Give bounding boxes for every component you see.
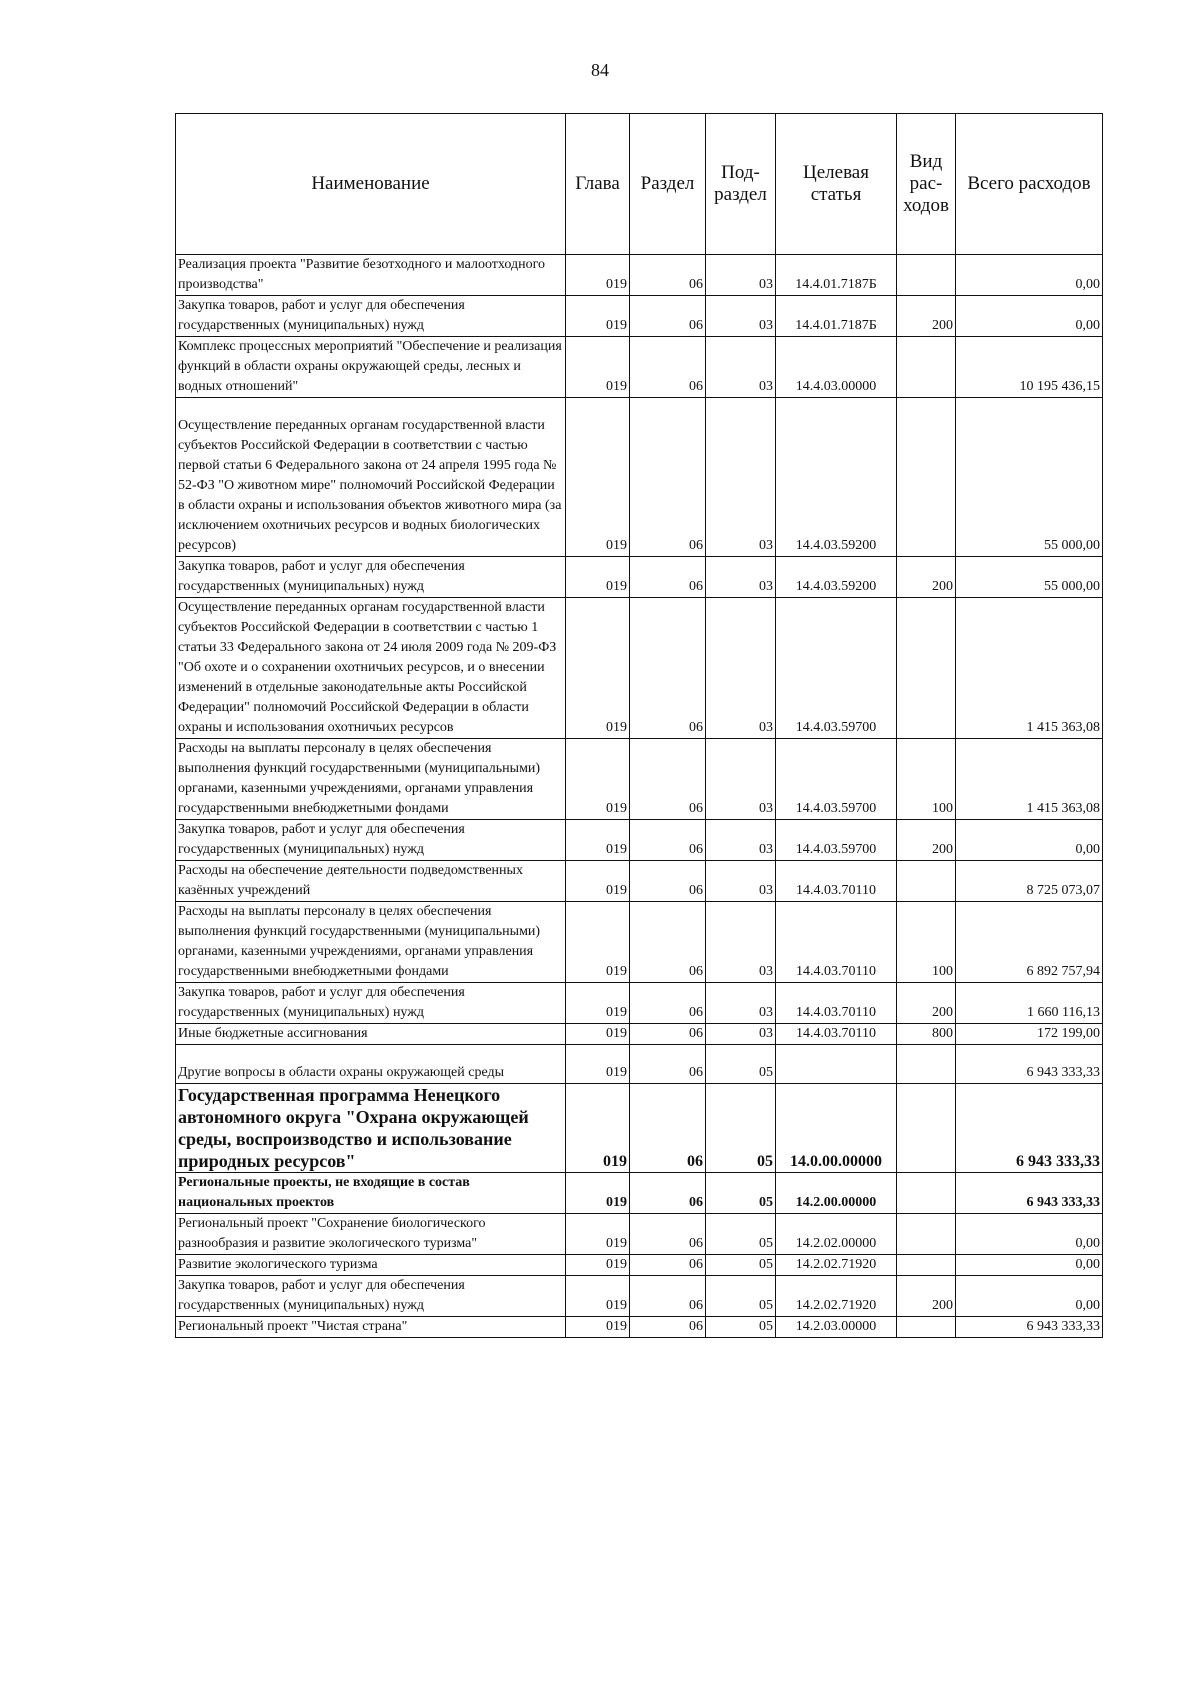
header-vid: Вид рас-ходов — [897, 114, 956, 255]
row-name: Развитие экологического туризма — [176, 1255, 566, 1276]
row-vid: 100 — [897, 902, 956, 983]
row-statya: 14.2.02.00000 — [776, 1214, 897, 1255]
row-razdel: 06 — [630, 820, 706, 861]
row-statya: 14.4.03.59700 — [776, 820, 897, 861]
row-name: Закупка товаров, работ и услуг для обеспечения государственных (муниципальных) нужд — [176, 820, 566, 861]
row-razdel: 06 — [630, 1317, 706, 1338]
row-razdel: 06 — [630, 983, 706, 1024]
row-total: 6 943 333,33 — [956, 1084, 1103, 1173]
row-total: 0,00 — [956, 1276, 1103, 1317]
row-statya: 14.4.01.7187Б — [776, 255, 897, 296]
row-name: Другие вопросы в области охраны окружающей среды — [176, 1045, 566, 1084]
row-podrazdel: 03 — [706, 902, 776, 983]
row-glava: 019 — [566, 1276, 630, 1317]
row-glava: 019 — [566, 1045, 630, 1084]
table-row — [176, 337, 1103, 398]
table-row — [176, 739, 1103, 820]
row-name: Расходы на обеспечение деятельности подведомственных казённых учреждений — [176, 861, 566, 902]
table-row — [176, 1317, 1103, 1338]
row-podrazdel: 03 — [706, 861, 776, 902]
row-statya: 14.2.02.71920 — [776, 1255, 897, 1276]
row-podrazdel: 05 — [706, 1045, 776, 1084]
row-podrazdel: 03 — [706, 557, 776, 598]
row-vid — [897, 337, 956, 398]
row-vid: 200 — [897, 296, 956, 337]
header-name: Наименование — [176, 114, 566, 255]
table-row — [176, 1045, 1103, 1084]
row-statya: 14.4.01.7187Б — [776, 296, 897, 337]
row-total: 10 195 436,15 — [956, 337, 1103, 398]
row-razdel: 06 — [630, 861, 706, 902]
row-statya: 14.0.00.00000 — [776, 1084, 897, 1173]
row-razdel: 06 — [630, 598, 706, 739]
budget-table — [175, 113, 1103, 1338]
row-vid: 200 — [897, 983, 956, 1024]
table-header-row — [176, 114, 1103, 255]
row-total: 6 943 333,33 — [956, 1045, 1103, 1084]
row-podrazdel: 03 — [706, 739, 776, 820]
header-statya: Целевая статья — [776, 114, 897, 255]
row-podrazdel: 03 — [706, 983, 776, 1024]
row-statya: 14.4.03.70110 — [776, 1024, 897, 1045]
row-podrazdel: 05 — [706, 1276, 776, 1317]
row-podrazdel: 05 — [706, 1255, 776, 1276]
row-statya: 14.4.03.59200 — [776, 557, 897, 598]
table-row — [176, 1173, 1103, 1214]
row-glava: 019 — [566, 1173, 630, 1214]
table-row — [176, 398, 1103, 557]
row-statya — [776, 1045, 897, 1084]
row-razdel: 06 — [630, 398, 706, 557]
row-razdel: 06 — [630, 557, 706, 598]
row-name: Закупка товаров, работ и услуг для обеспечения государственных (муниципальных) нужд — [176, 557, 566, 598]
row-glava: 019 — [566, 902, 630, 983]
row-vid: 800 — [897, 1024, 956, 1045]
header-podrazdel: Под-раздел — [706, 114, 776, 255]
row-vid: 200 — [897, 1276, 956, 1317]
row-statya: 14.2.03.00000 — [776, 1317, 897, 1338]
row-total: 6 892 757,94 — [956, 902, 1103, 983]
row-podrazdel: 03 — [706, 255, 776, 296]
table-row — [176, 1214, 1103, 1255]
row-vid — [897, 1173, 956, 1214]
row-total: 0,00 — [956, 820, 1103, 861]
table-row — [176, 1276, 1103, 1317]
row-podrazdel: 05 — [706, 1317, 776, 1338]
row-podrazdel: 05 — [706, 1214, 776, 1255]
row-statya: 14.2.00.00000 — [776, 1173, 897, 1214]
row-glava: 019 — [566, 861, 630, 902]
row-total: 6 943 333,33 — [956, 1317, 1103, 1338]
row-podrazdel: 05 — [706, 1173, 776, 1214]
table-row — [176, 820, 1103, 861]
row-podrazdel: 03 — [706, 1024, 776, 1045]
row-glava: 019 — [566, 1214, 630, 1255]
row-glava: 019 — [566, 983, 630, 1024]
row-statya: 14.4.03.70110 — [776, 861, 897, 902]
row-total: 0,00 — [956, 1214, 1103, 1255]
row-vid — [897, 1317, 956, 1338]
table-row — [176, 1024, 1103, 1045]
header-glava: Глава — [566, 114, 630, 255]
table-row — [176, 1255, 1103, 1276]
row-vid — [897, 255, 956, 296]
row-name: Закупка товаров, работ и услуг для обеспечения государственных (муниципальных) нужд — [176, 1276, 566, 1317]
row-vid — [897, 1084, 956, 1173]
row-glava: 019 — [566, 1084, 630, 1173]
row-vid — [897, 398, 956, 557]
row-statya: 14.4.03.70110 — [776, 902, 897, 983]
row-glava: 019 — [566, 739, 630, 820]
row-podrazdel: 03 — [706, 296, 776, 337]
row-name: Комплекс процессных мероприятий "Обеспечение и реализация функций в области охраны окружающей среды, лесных и водных отношений" — [176, 337, 566, 398]
row-total: 0,00 — [956, 296, 1103, 337]
row-glava: 019 — [566, 820, 630, 861]
row-razdel: 06 — [630, 1024, 706, 1045]
row-name: Расходы на выплаты персоналу в целях обеспечения выполнения функций государственными (муниципальными) органами, казенными учреждениями, органами управления государственными внебюджетными фондами — [176, 739, 566, 820]
row-name: Региональный проект "Чистая страна" — [176, 1317, 566, 1338]
row-total: 0,00 — [956, 255, 1103, 296]
row-total: 1 660 116,13 — [956, 983, 1103, 1024]
row-name: Государственная программа Ненецкого автономного округа "Охрана окружающей среды, воспроизводство и использование природных ресурсов" — [176, 1084, 566, 1173]
row-podrazdel: 03 — [706, 598, 776, 739]
row-razdel: 06 — [630, 1084, 706, 1173]
row-statya: 14.4.03.59700 — [776, 739, 897, 820]
table-row — [176, 557, 1103, 598]
row-podrazdel: 05 — [706, 1084, 776, 1173]
row-razdel: 06 — [630, 255, 706, 296]
row-total: 0,00 — [956, 1255, 1103, 1276]
row-total: 55 000,00 — [956, 398, 1103, 557]
row-razdel: 06 — [630, 739, 706, 820]
row-podrazdel: 03 — [706, 820, 776, 861]
row-glava: 019 — [566, 296, 630, 337]
row-name: Реализация проекта "Развитие безотходного и малоотходного производства" — [176, 255, 566, 296]
page-number: 84 — [591, 60, 609, 80]
row-vid — [897, 861, 956, 902]
row-name: Осуществление переданных органам государственной власти субъектов Российской Федерации в соответствии с частью первой статьи 6 Федерального закона от 24 апреля 1995 года № 52-ФЗ "О животном мире" полномочий Российской Федерации в области охраны и использования объектов животного мира (за исключением охотничьих ресурсов и водных биологических ресурсов) — [176, 398, 566, 557]
row-total: 6 943 333,33 — [956, 1173, 1103, 1214]
row-glava: 019 — [566, 557, 630, 598]
row-razdel: 06 — [630, 902, 706, 983]
row-vid: 100 — [897, 739, 956, 820]
header-razdel: Раздел — [630, 114, 706, 255]
row-razdel: 06 — [630, 1045, 706, 1084]
row-podrazdel: 03 — [706, 337, 776, 398]
table-row — [176, 296, 1103, 337]
row-total: 55 000,00 — [956, 557, 1103, 598]
table-row — [176, 1084, 1103, 1173]
row-statya: 14.4.03.59700 — [776, 598, 897, 739]
row-vid — [897, 1255, 956, 1276]
row-statya: 14.4.03.70110 — [776, 983, 897, 1024]
row-statya: 14.4.03.00000 — [776, 337, 897, 398]
row-glava: 019 — [566, 1317, 630, 1338]
row-statya: 14.4.03.59200 — [776, 398, 897, 557]
table-row — [176, 861, 1103, 902]
row-razdel: 06 — [630, 1173, 706, 1214]
row-razdel: 06 — [630, 1276, 706, 1317]
row-razdel: 06 — [630, 1214, 706, 1255]
header-total: Всего расходов — [956, 114, 1103, 255]
row-name: Расходы на выплаты персоналу в целях обеспечения выполнения функций государственными (муниципальными) органами, казенными учреждениями, органами управления государственными внебюджетными фондами — [176, 902, 566, 983]
row-name: Осуществление переданных органам государственной власти субъектов Российской Федерации в соответствии с частью 1 статьи 33 Федерального закона от 24 июля 2009 года № 209-ФЗ "Об охоте и о сохранении охотничьих ресурсов, и о внесении изменений в отдельные законодательные акты Российской Федерации" полномочий Российской Федерации в области охраны и использования охотничьих ресурсов — [176, 598, 566, 739]
table-row — [176, 598, 1103, 739]
row-glava: 019 — [566, 337, 630, 398]
row-name: Иные бюджетные ассигнования — [176, 1024, 566, 1045]
row-vid — [897, 1045, 956, 1084]
row-vid: 200 — [897, 820, 956, 861]
row-razdel: 06 — [630, 296, 706, 337]
row-statya: 14.2.02.71920 — [776, 1276, 897, 1317]
row-glava: 019 — [566, 598, 630, 739]
row-name: Региональные проекты, не входящие в состав национальных проектов — [176, 1173, 566, 1214]
row-name: Региональный проект "Сохранение биологического разнообразия и развитие экологического туризма" — [176, 1214, 566, 1255]
row-name: Закупка товаров, работ и услуг для обеспечения государственных (муниципальных) нужд — [176, 296, 566, 337]
row-total: 1 415 363,08 — [956, 739, 1103, 820]
row-vid — [897, 598, 956, 739]
table-row — [176, 255, 1103, 296]
table-row — [176, 983, 1103, 1024]
row-glava: 019 — [566, 398, 630, 557]
row-glava: 019 — [566, 255, 630, 296]
row-razdel: 06 — [630, 337, 706, 398]
row-vid — [897, 1214, 956, 1255]
row-total: 172 199,00 — [956, 1024, 1103, 1045]
row-glava: 019 — [566, 1024, 630, 1045]
table-row — [176, 902, 1103, 983]
row-total: 8 725 073,07 — [956, 861, 1103, 902]
row-total: 1 415 363,08 — [956, 598, 1103, 739]
row-vid: 200 — [897, 557, 956, 598]
row-name: Закупка товаров, работ и услуг для обеспечения государственных (муниципальных) нужд — [176, 983, 566, 1024]
row-razdel: 06 — [630, 1255, 706, 1276]
row-podrazdel: 03 — [706, 398, 776, 557]
row-glava: 019 — [566, 1255, 630, 1276]
